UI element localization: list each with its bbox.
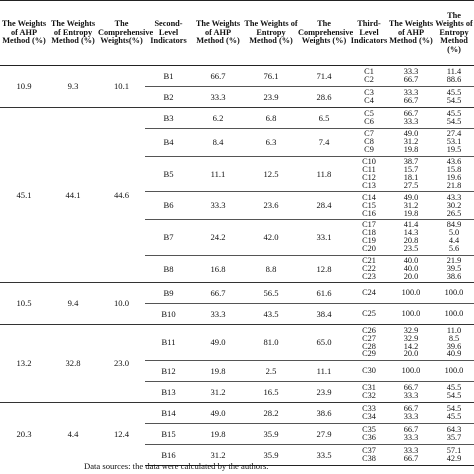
header-cell: Second-Level Indicators xyxy=(145,1,192,66)
third-level-entropy-weight-cell xyxy=(434,129,474,157)
second-level-ahp-weight: 6.2 xyxy=(192,108,244,129)
third-level-indicator-cell xyxy=(350,444,388,465)
second-level-entropy-weight: 16.5 xyxy=(244,381,298,402)
third-level-ahp-weight: 100.0 xyxy=(401,365,421,375)
third-level-indicator: C18 xyxy=(362,228,376,238)
third-level-indicator: C38 xyxy=(362,453,376,463)
second-level-indicator: B12 xyxy=(145,360,192,381)
second-level-entropy-weight: 35.9 xyxy=(244,444,298,465)
third-level-ahp-weight-cell xyxy=(388,283,434,304)
third-level-indicator-cell xyxy=(350,192,388,220)
second-level-entropy-weight: 12.5 xyxy=(244,156,298,192)
third-level-entropy-weight-cell xyxy=(434,156,474,192)
third-level-entropy-weight: 43.3 xyxy=(446,192,462,202)
first-level-ahp-weight: 45.1 xyxy=(0,108,48,283)
third-level-ahp-weight: 41.4 xyxy=(403,220,419,230)
second-level-comprehensive-weight: 38.4 xyxy=(298,304,350,325)
third-level-entropy-weight: 42.9 xyxy=(446,453,462,463)
third-level-ahp-weight: 33.3 xyxy=(403,88,419,98)
second-level-entropy-weight: 23.6 xyxy=(244,192,298,220)
header-cell: The Comprehensive Weights(%) xyxy=(98,1,145,66)
second-level-comprehensive-weight: 71.4 xyxy=(298,66,350,87)
second-level-entropy-weight: 56.5 xyxy=(244,283,298,304)
third-level-indicator: C23 xyxy=(362,271,376,281)
second-level-indicator: B8 xyxy=(145,255,192,283)
table-row xyxy=(0,325,474,361)
third-level-indicator: C9 xyxy=(364,145,374,155)
third-level-indicator: C31 xyxy=(362,382,376,392)
third-level-ahp-weight: 66.7 xyxy=(403,96,419,105)
third-level-entropy-weight: 5.0 xyxy=(448,228,460,238)
third-level-ahp-weight-cell xyxy=(388,325,434,361)
second-level-ahp-weight: 19.8 xyxy=(192,360,244,381)
third-level-entropy-weight: 8.5 xyxy=(448,333,460,343)
third-level-entropy-weight: 40.9 xyxy=(446,349,462,359)
second-level-entropy-weight: 6.3 xyxy=(244,129,298,157)
third-level-ahp-weight: 40.0 xyxy=(403,256,419,266)
third-level-indicator: C4 xyxy=(364,96,374,105)
third-level-indicator-cell xyxy=(350,423,388,444)
third-level-entropy-weight: 21.8 xyxy=(446,180,462,190)
header-cell: The Weights of Entropy Method (%) xyxy=(244,1,298,66)
third-level-indicator-cell xyxy=(350,360,388,381)
third-level-ahp-weight-cell xyxy=(388,66,434,87)
third-level-indicator: C35 xyxy=(362,424,376,434)
third-level-indicator-cell xyxy=(350,87,388,108)
third-level-entropy-weight-cell xyxy=(434,402,474,423)
first-level-ahp-weight: 10.5 xyxy=(0,283,48,325)
third-level-ahp-weight: 40.0 xyxy=(403,263,419,273)
first-level-comprehensive-weight: 44.6 xyxy=(98,108,145,283)
first-level-comprehensive-weight: 10.1 xyxy=(98,66,145,108)
third-level-entropy-weight-cell xyxy=(434,423,474,444)
second-level-comprehensive-weight: 12.8 xyxy=(298,255,350,283)
third-level-entropy-weight: 15.8 xyxy=(446,165,462,175)
first-level-entropy-weight: 32.8 xyxy=(48,325,98,403)
third-level-ahp-weight: 31.2 xyxy=(403,200,419,210)
third-level-entropy-weight: 57.1 xyxy=(446,445,462,455)
third-level-entropy-weight: 54.5 xyxy=(446,96,462,105)
third-level-indicator: C15 xyxy=(362,200,376,210)
second-level-ahp-weight: 66.7 xyxy=(192,283,244,304)
third-level-ahp-weight: 100.0 xyxy=(401,309,421,319)
table-row xyxy=(0,402,474,423)
third-level-ahp-weight: 66.7 xyxy=(403,109,419,119)
second-level-indicator: B16 xyxy=(145,444,192,465)
third-level-indicator: C24 xyxy=(362,288,376,298)
third-level-entropy-weight: 54.5 xyxy=(446,117,462,126)
third-level-entropy-weight: 21.9 xyxy=(446,256,462,266)
second-level-ahp-weight: 33.3 xyxy=(192,192,244,220)
third-level-ahp-weight: 20.0 xyxy=(403,271,419,281)
third-level-entropy-weight-cell xyxy=(434,325,474,361)
third-level-ahp-weight: 49.0 xyxy=(403,129,419,139)
second-level-entropy-weight: 6.8 xyxy=(244,108,298,129)
third-level-indicator: C22 xyxy=(362,263,376,273)
second-level-ahp-weight: 11.1 xyxy=(192,156,244,192)
third-level-entropy-weight: 100.0 xyxy=(444,309,464,319)
third-level-entropy-weight: 64.3 xyxy=(446,424,462,434)
third-level-indicator: C25 xyxy=(362,309,376,319)
third-level-ahp-weight: 19.8 xyxy=(403,145,419,155)
third-level-indicator: C1 xyxy=(364,67,374,77)
third-level-entropy-weight: 45.5 xyxy=(446,382,462,392)
third-level-ahp-weight: 38.7 xyxy=(403,157,419,167)
third-level-ahp-weight-cell xyxy=(388,444,434,465)
first-level-comprehensive-weight: 23.0 xyxy=(98,325,145,403)
third-level-ahp-weight: 27.5 xyxy=(403,180,419,190)
second-level-ahp-weight: 19.8 xyxy=(192,423,244,444)
second-level-ahp-weight: 8.4 xyxy=(192,129,244,157)
header-row xyxy=(0,1,474,66)
second-level-entropy-weight: 42.0 xyxy=(244,219,298,255)
third-level-ahp-weight: 15.7 xyxy=(403,165,419,175)
third-level-indicator: C36 xyxy=(362,432,376,442)
third-level-entropy-weight: 39.6 xyxy=(446,341,462,351)
table-body xyxy=(0,66,474,466)
third-level-entropy-weight-cell xyxy=(434,219,474,255)
third-level-ahp-weight: 20.8 xyxy=(403,236,419,246)
third-level-indicator: C12 xyxy=(362,172,376,182)
third-level-ahp-weight: 66.7 xyxy=(403,75,419,84)
second-level-comprehensive-weight: 38.6 xyxy=(298,402,350,423)
header-cell: The Comprehensive Weights (%) xyxy=(298,1,350,66)
third-level-indicator: C16 xyxy=(362,208,376,218)
third-level-ahp-weight-cell xyxy=(388,255,434,283)
table-row xyxy=(0,66,474,87)
third-level-entropy-weight: 30.2 xyxy=(446,200,462,210)
third-level-entropy-weight: 100.0 xyxy=(444,288,464,298)
third-level-ahp-weight-cell xyxy=(388,219,434,255)
third-level-indicator: C34 xyxy=(362,411,376,421)
second-level-ahp-weight: 31.2 xyxy=(192,381,244,402)
third-level-indicator: C7 xyxy=(364,129,374,139)
third-level-indicator: C6 xyxy=(364,117,374,126)
third-level-ahp-weight: 33.3 xyxy=(403,445,419,455)
third-level-indicator-cell xyxy=(350,219,388,255)
second-level-entropy-weight: 35.9 xyxy=(244,423,298,444)
table-row xyxy=(0,108,474,129)
second-level-ahp-weight: 49.0 xyxy=(192,402,244,423)
third-level-indicator: C37 xyxy=(362,445,376,455)
second-level-indicator: B11 xyxy=(145,325,192,361)
third-level-ahp-weight: 23.5 xyxy=(403,244,419,254)
third-level-indicator: C13 xyxy=(362,180,376,190)
third-level-entropy-weight: 100.0 xyxy=(444,365,464,375)
third-level-ahp-weight: 20.0 xyxy=(403,349,419,359)
third-level-entropy-weight: 43.6 xyxy=(446,157,462,167)
third-level-indicator: C30 xyxy=(362,365,376,375)
second-level-indicator: B13 xyxy=(145,381,192,402)
third-level-entropy-weight: 19.5 xyxy=(446,145,462,155)
second-level-ahp-weight: 16.8 xyxy=(192,255,244,283)
third-level-entropy-weight-cell xyxy=(434,444,474,465)
third-level-ahp-weight: 33.3 xyxy=(403,390,419,400)
third-level-entropy-weight: 26.5 xyxy=(446,208,462,218)
third-level-entropy-weight-cell xyxy=(434,87,474,108)
first-level-entropy-weight: 4.4 xyxy=(48,402,98,465)
second-level-comprehensive-weight: 7.4 xyxy=(298,129,350,157)
third-level-entropy-weight: 19.6 xyxy=(446,172,462,182)
third-level-ahp-weight: 32.9 xyxy=(403,325,419,335)
header-cell: Third-Level Indicators xyxy=(350,1,388,66)
third-level-entropy-weight: 38.6 xyxy=(446,271,462,281)
third-level-entropy-weight-cell xyxy=(434,192,474,220)
third-level-ahp-weight-cell xyxy=(388,381,434,402)
second-level-comprehensive-weight: 11.1 xyxy=(298,360,350,381)
second-level-comprehensive-weight: 65.0 xyxy=(298,325,350,361)
third-level-ahp-weight: 66.7 xyxy=(403,382,419,392)
third-level-indicator: C17 xyxy=(362,220,376,230)
third-level-ahp-weight: 19.8 xyxy=(403,208,419,218)
third-level-ahp-weight-cell xyxy=(388,129,434,157)
third-level-ahp-weight-cell xyxy=(388,192,434,220)
third-level-indicator-cell xyxy=(350,381,388,402)
third-level-indicator: C28 xyxy=(362,341,376,351)
second-level-comprehensive-weight: 61.6 xyxy=(298,283,350,304)
third-level-indicator-cell xyxy=(350,129,388,157)
third-level-ahp-weight-cell xyxy=(388,108,434,129)
second-level-ahp-weight: 31.2 xyxy=(192,444,244,465)
third-level-ahp-weight-cell xyxy=(388,156,434,192)
third-level-indicator: C14 xyxy=(362,192,376,202)
table-row xyxy=(0,283,474,304)
third-level-indicator: C2 xyxy=(364,75,374,84)
third-level-indicator: C8 xyxy=(364,137,374,147)
third-level-entropy-weight: 84.9 xyxy=(446,220,462,230)
third-level-ahp-weight: 31.2 xyxy=(403,137,419,147)
second-level-comprehensive-weight: 27.9 xyxy=(298,423,350,444)
second-level-comprehensive-weight: 6.5 xyxy=(298,108,350,129)
second-level-ahp-weight: 49.0 xyxy=(192,325,244,361)
second-level-ahp-weight: 24.2 xyxy=(192,219,244,255)
second-level-ahp-weight: 33.3 xyxy=(192,87,244,108)
second-level-indicator: B3 xyxy=(145,108,192,129)
third-level-indicator-cell xyxy=(350,325,388,361)
second-level-indicator: B4 xyxy=(145,129,192,157)
header-cell: The Weights of AHP Method (%) xyxy=(388,1,434,66)
second-level-indicator: B15 xyxy=(145,423,192,444)
third-level-indicator: C33 xyxy=(362,403,376,413)
second-level-entropy-weight: 43.5 xyxy=(244,304,298,325)
third-level-entropy-weight: 54.5 xyxy=(446,390,462,400)
second-level-comprehensive-weight: 28.4 xyxy=(298,192,350,220)
third-level-entropy-weight-cell xyxy=(434,255,474,283)
third-level-ahp-weight: 33.3 xyxy=(403,411,419,421)
third-level-ahp-weight: 66.7 xyxy=(403,403,419,413)
source-note: Data sources: the data were calculated by the authors. xyxy=(84,461,269,471)
third-level-entropy-weight-cell xyxy=(434,304,474,325)
third-level-ahp-weight-cell xyxy=(388,304,434,325)
third-level-indicator: C32 xyxy=(362,390,376,400)
second-level-ahp-weight: 66.7 xyxy=(192,66,244,87)
third-level-entropy-weight: 54.5 xyxy=(446,403,462,413)
third-level-ahp-weight: 18.1 xyxy=(403,172,419,182)
third-level-ahp-weight: 100.0 xyxy=(401,288,421,298)
third-level-ahp-weight: 32.9 xyxy=(403,333,419,343)
third-level-indicator-cell xyxy=(350,66,388,87)
third-level-ahp-weight: 33.3 xyxy=(403,67,419,77)
third-level-ahp-weight: 33.3 xyxy=(403,432,419,442)
third-level-entropy-weight: 88.6 xyxy=(446,75,462,84)
third-level-ahp-weight: 49.0 xyxy=(403,192,419,202)
third-level-indicator: C20 xyxy=(362,244,376,254)
second-level-indicator: B14 xyxy=(145,402,192,423)
third-level-entropy-weight: 27.4 xyxy=(446,129,462,139)
third-level-ahp-weight: 66.7 xyxy=(403,453,419,463)
second-level-indicator: B9 xyxy=(145,283,192,304)
first-level-ahp-weight: 20.3 xyxy=(0,402,48,465)
header-cell: The Weights of AHP Method (%) xyxy=(0,1,48,66)
third-level-ahp-weight-cell xyxy=(388,360,434,381)
third-level-ahp-weight: 14.2 xyxy=(403,341,419,351)
first-level-entropy-weight: 44.1 xyxy=(48,108,98,283)
second-level-ahp-weight: 33.3 xyxy=(192,304,244,325)
header-cell: The Weights of AHP Method (%) xyxy=(192,1,244,66)
third-level-ahp-weight: 33.3 xyxy=(403,117,419,126)
third-level-ahp-weight: 14.3 xyxy=(403,228,419,238)
first-level-comprehensive-weight: 10.0 xyxy=(98,283,145,325)
third-level-entropy-weight-cell xyxy=(434,381,474,402)
third-level-indicator: C10 xyxy=(362,157,376,167)
second-level-entropy-weight: 81.0 xyxy=(244,325,298,361)
third-level-indicator: C19 xyxy=(362,236,376,246)
third-level-entropy-weight: 35.7 xyxy=(446,432,462,442)
second-level-indicator: B10 xyxy=(145,304,192,325)
third-level-entropy-weight: 45.5 xyxy=(446,411,462,421)
header-cell: The Weights of Entropy Method (%) xyxy=(48,1,98,66)
third-level-entropy-weight: 11.0 xyxy=(446,325,462,335)
third-level-entropy-weight: 5.6 xyxy=(448,244,460,254)
second-level-entropy-weight: 23.9 xyxy=(244,87,298,108)
third-level-entropy-weight: 39.5 xyxy=(446,263,462,273)
third-level-indicator: C21 xyxy=(362,256,376,266)
first-level-entropy-weight: 9.3 xyxy=(48,66,98,108)
second-level-indicator: B5 xyxy=(145,156,192,192)
third-level-entropy-weight: 45.5 xyxy=(446,109,462,119)
second-level-comprehensive-weight: 11.8 xyxy=(298,156,350,192)
third-level-indicator-cell xyxy=(350,304,388,325)
third-level-indicator: C3 xyxy=(364,88,374,98)
third-level-indicator-cell xyxy=(350,255,388,283)
third-level-entropy-weight: 45.5 xyxy=(446,88,462,98)
second-level-comprehensive-weight: 33.5 xyxy=(298,444,350,465)
third-level-entropy-weight-cell xyxy=(434,108,474,129)
third-level-entropy-weight: 4.4 xyxy=(448,236,460,246)
second-level-comprehensive-weight: 28.6 xyxy=(298,87,350,108)
second-level-indicator: B6 xyxy=(145,192,192,220)
second-level-entropy-weight: 76.1 xyxy=(244,66,298,87)
third-level-indicator-cell xyxy=(350,283,388,304)
third-level-entropy-weight-cell xyxy=(434,360,474,381)
second-level-indicator: B7 xyxy=(145,219,192,255)
third-level-ahp-weight-cell xyxy=(388,402,434,423)
second-level-indicator: B2 xyxy=(145,87,192,108)
header-cell: The Weights of Entropy Method (%) xyxy=(434,1,474,66)
third-level-entropy-weight-cell xyxy=(434,66,474,87)
second-level-entropy-weight: 8.8 xyxy=(244,255,298,283)
third-level-entropy-weight: 11.4 xyxy=(446,67,462,77)
second-level-indicator: B1 xyxy=(145,66,192,87)
third-level-indicator: C29 xyxy=(362,349,376,359)
third-level-ahp-weight-cell xyxy=(388,87,434,108)
third-level-ahp-weight: 66.7 xyxy=(403,424,419,434)
second-level-entropy-weight: 28.2 xyxy=(244,402,298,423)
third-level-indicator: C27 xyxy=(362,333,376,343)
third-level-ahp-weight-cell xyxy=(388,423,434,444)
third-level-indicator-cell xyxy=(350,156,388,192)
third-level-indicator-cell xyxy=(350,108,388,129)
third-level-indicator: C26 xyxy=(362,325,376,335)
third-level-indicator: C11 xyxy=(362,165,376,175)
third-level-entropy-weight: 53.1 xyxy=(446,137,462,147)
second-level-comprehensive-weight: 33.1 xyxy=(298,219,350,255)
third-level-indicator-cell xyxy=(350,402,388,423)
second-level-comprehensive-weight: 23.9 xyxy=(298,381,350,402)
second-level-entropy-weight: 2.5 xyxy=(244,360,298,381)
third-level-indicator: C5 xyxy=(364,109,374,119)
first-level-entropy-weight: 9.4 xyxy=(48,283,98,325)
first-level-ahp-weight: 10.9 xyxy=(0,66,48,108)
third-level-entropy-weight-cell xyxy=(434,283,474,304)
first-level-ahp-weight: 13.2 xyxy=(0,325,48,403)
first-level-comprehensive-weight: 12.4 xyxy=(98,402,145,465)
